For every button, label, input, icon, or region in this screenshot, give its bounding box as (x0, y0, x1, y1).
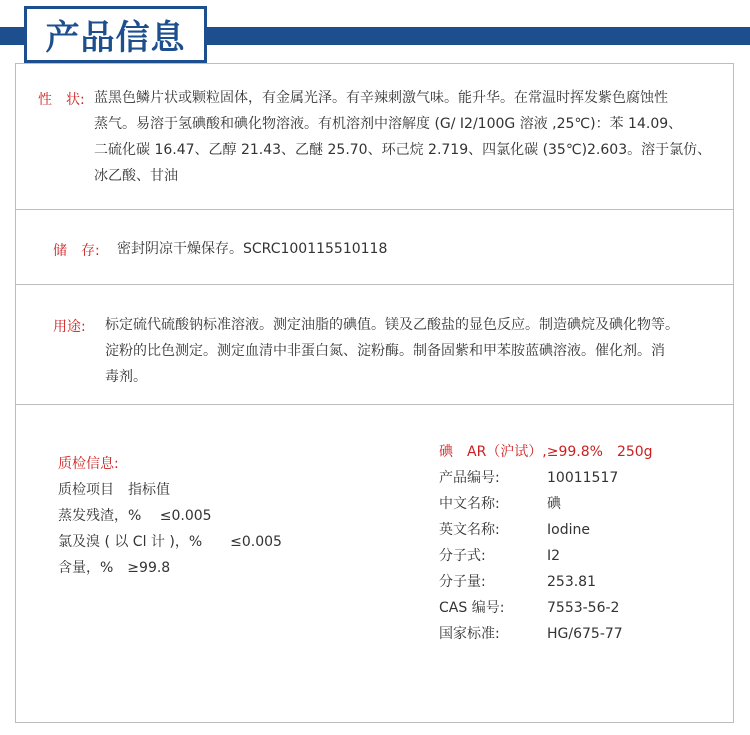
spec-key: 分子式: (439, 548, 486, 564)
spec-key: 国家标准: (439, 626, 500, 642)
spec-row (439, 491, 739, 517)
spec-value: 10011517 (547, 470, 619, 486)
product-spec (439, 439, 729, 649)
usage-line: 毒剂。 (105, 369, 147, 385)
spec-value: 碘 (547, 496, 561, 512)
quality-item: 含量，% ≥99.8 (58, 560, 171, 576)
spec-row (439, 569, 739, 595)
quality-item: 蒸发残渣，% ≤0.005 (58, 508, 212, 524)
usage-line: 标定硫代硫酸钠标准溶液。测定油脂的碘值。镁及乙酸盐的显色反应。制造碘烷及碘化物等。 (105, 317, 679, 333)
properties-line: 二硫化碳 16.47、乙醇 21.43、乙醚 25.70、环己烷 2.719、四氯化碳 (35℃)2.603。溶于氯仿、 (94, 142, 712, 158)
properties-line: 蓝黑色鳞片状或颗粒固体，有金属光泽。有辛辣刺激气味。能升华。在常温时挥发紫色腐蚀性 (94, 90, 668, 106)
divider (16, 284, 733, 285)
divider (16, 404, 733, 405)
quality-section (58, 451, 282, 581)
divider (16, 209, 733, 210)
usage-label: 用途: (53, 319, 86, 335)
storage-text: 密封阴凉干燥保存。SCRC100115510118 (117, 241, 388, 257)
quality-header: 质检项目 指标值 (58, 482, 170, 498)
section-title: 产品信息 (45, 18, 186, 58)
properties-line: 蒸气。易溶于氢碘酸和碘化物溶液。有机溶剂中溶解度 (G/ I2/100G 溶液 ,25℃)：苯 14.09、 (94, 116, 683, 132)
properties-label: 性 状: (38, 92, 85, 108)
usage-line: 淀粉的比色测定。测定血清中非蛋白氮、淀粉酶。制备固紫和甲苯胺蓝碘溶液。催化剂。消 (105, 343, 665, 359)
spec-key: 中文名称: (439, 496, 500, 512)
spec-key: CAS 编号: (439, 600, 505, 616)
spec-row (439, 465, 739, 491)
properties-text (94, 85, 711, 189)
spec-row (439, 517, 739, 543)
spec-value: 7553-56-2 (547, 600, 620, 616)
spec-value: Iodine (547, 522, 590, 538)
spec-key: 英文名称: (439, 522, 500, 538)
spec-value: I2 (547, 548, 561, 564)
spec-row (439, 543, 739, 569)
spec-key: 产品编号: (439, 470, 500, 486)
spec-row (439, 595, 739, 621)
spec-row (439, 621, 739, 647)
quality-title: 质检信息: (58, 456, 119, 472)
spec-value: 253.81 (547, 574, 596, 590)
usage-text (105, 312, 679, 390)
product-headline: 碘 AR（沪试）,≥99.8% 250g (439, 444, 653, 460)
properties-line: 冰乙酸、甘油 (94, 168, 178, 184)
spec-value: HG/675-77 (547, 626, 623, 642)
spec-key: 分子量: (439, 574, 486, 590)
product-info-panel (15, 63, 734, 723)
storage-label: 储 存: (53, 243, 100, 259)
quality-item: 氯及溴 ( 以 Cl 计 )，% ≤0.005 (58, 534, 282, 550)
section-title-box (24, 6, 207, 63)
